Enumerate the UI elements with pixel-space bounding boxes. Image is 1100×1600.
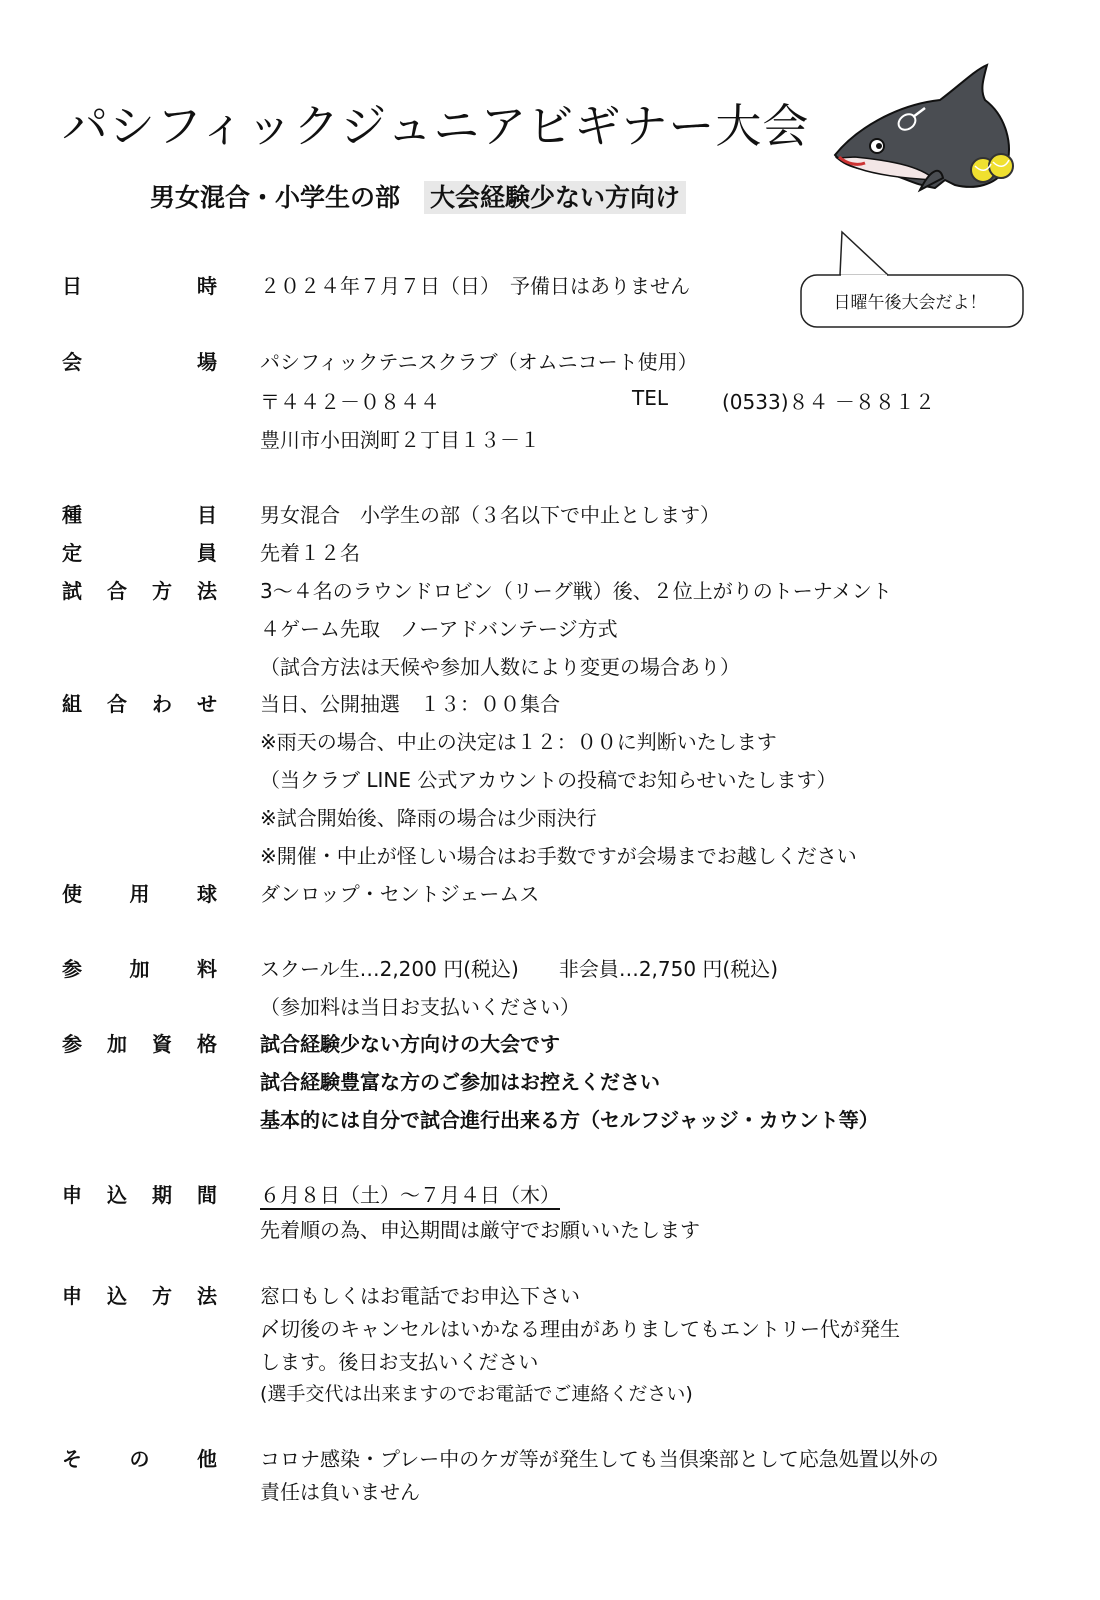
venue-tel-label: TEL xyxy=(632,386,668,410)
method-line: 窓口もしくはお電話でお申込下さい xyxy=(260,1284,580,1308)
venue-label: 会 場 xyxy=(62,350,217,374)
method-label: 申 込 方 法 xyxy=(62,1284,217,1308)
draw-line: ※開催・中止が怪しい場合はお手数ですが会場までお越しください xyxy=(260,844,857,868)
period-note: 先着順の為、申込期間は厳守でお願いいたします xyxy=(260,1218,700,1242)
dolphin-mascot-icon xyxy=(825,60,1025,200)
other-line: コロナ感染・プレー中のケガ等が発生しても当倶楽部として応急処置以外の xyxy=(260,1447,939,1471)
event-label: 種 目 xyxy=(62,503,217,527)
draw-line: 当日、公開抽選 １３：００集合 xyxy=(260,692,560,716)
capacity-value: 先着１２名 xyxy=(260,541,360,565)
draw-line: （当クラブ LINE 公式アカウントの投稿でお知らせいたします） xyxy=(260,768,837,792)
draw-line: ※雨天の場合、中止の決定は１２：００に判断いたします xyxy=(260,730,777,754)
eligibility-line: 試合経験豊富な方のご参加はお控えください xyxy=(260,1070,660,1094)
date-label: 日 時 xyxy=(62,274,217,298)
venue-postal: 〒４４２－０８４４ xyxy=(260,390,440,414)
subtitle-main: 男女混合・小学生の部 xyxy=(150,183,401,212)
eligibility-line: 基本的には自分で試合進行出来る方（セルフジャッジ・カウント等） xyxy=(260,1108,879,1132)
eligibility-label: 参 加 資 格 xyxy=(62,1032,217,1056)
other-line: 責任は負いません xyxy=(260,1480,420,1504)
subtitle xyxy=(150,178,686,214)
ball-value: ダンロップ・セントジェームス xyxy=(260,882,540,906)
other-label: そ の 他 xyxy=(62,1447,217,1471)
event-value: 男女混合 小学生の部（３名以下で中止とします） xyxy=(260,503,720,527)
capacity-label: 定 員 xyxy=(62,541,217,565)
fee-line: スクール生…2,200 円(税込) 非会員…2,750 円(税込) xyxy=(260,957,779,981)
period-dates: ６月８日（土）～７月４日（木） xyxy=(260,1183,560,1207)
date-value: ２０２４年７月７日（日） 予備日はありません xyxy=(260,274,690,298)
page-title: パシフィックジュニアビギナー大会 xyxy=(62,99,810,153)
fee-label: 参 加 料 xyxy=(62,957,217,981)
draw-line: ※試合開始後、降雨の場合は少雨決行 xyxy=(260,806,597,830)
format-label: 試 合 方 法 xyxy=(62,579,217,603)
speech-bubble-icon xyxy=(800,230,1025,330)
subtitle-highlight: 大会経験少ない方向け xyxy=(424,181,686,214)
fee-line: （参加料は当日お支払いください） xyxy=(260,995,580,1019)
eligibility-line: 試合経験少ない方向けの大会です xyxy=(260,1032,560,1056)
venue-name: パシフィックテニスクラブ（オムニコート使用） xyxy=(260,350,698,374)
method-line: (選手交代は出来ますのでお電話でご連絡ください) xyxy=(260,1383,693,1405)
bubble-text: 日曜午後大会だよ！ xyxy=(833,293,987,313)
venue-tel: (0533)８４ －８８１２ xyxy=(722,390,935,414)
format-line: 3～４名のラウンドロビン（リーグ戦）後、２位上がりのトーナメント xyxy=(260,579,892,603)
method-line: します。後日お支払いください xyxy=(260,1350,539,1374)
period-label: 申 込 期 間 xyxy=(62,1183,217,1207)
format-line: ４ゲーム先取 ノーアドバンテージ方式 xyxy=(260,617,618,641)
draw-label: 組 合 わ せ xyxy=(62,692,217,716)
format-line: （試合方法は天候や参加人数により変更の場合あり） xyxy=(260,655,740,679)
ball-label: 使 用 球 xyxy=(62,882,217,906)
venue-address: 豊川市小田渕町２丁目１３－１ xyxy=(260,428,540,452)
method-line: 〆切後のキャンセルはいかなる理由がありましてもエントリー代が発生 xyxy=(260,1317,900,1341)
